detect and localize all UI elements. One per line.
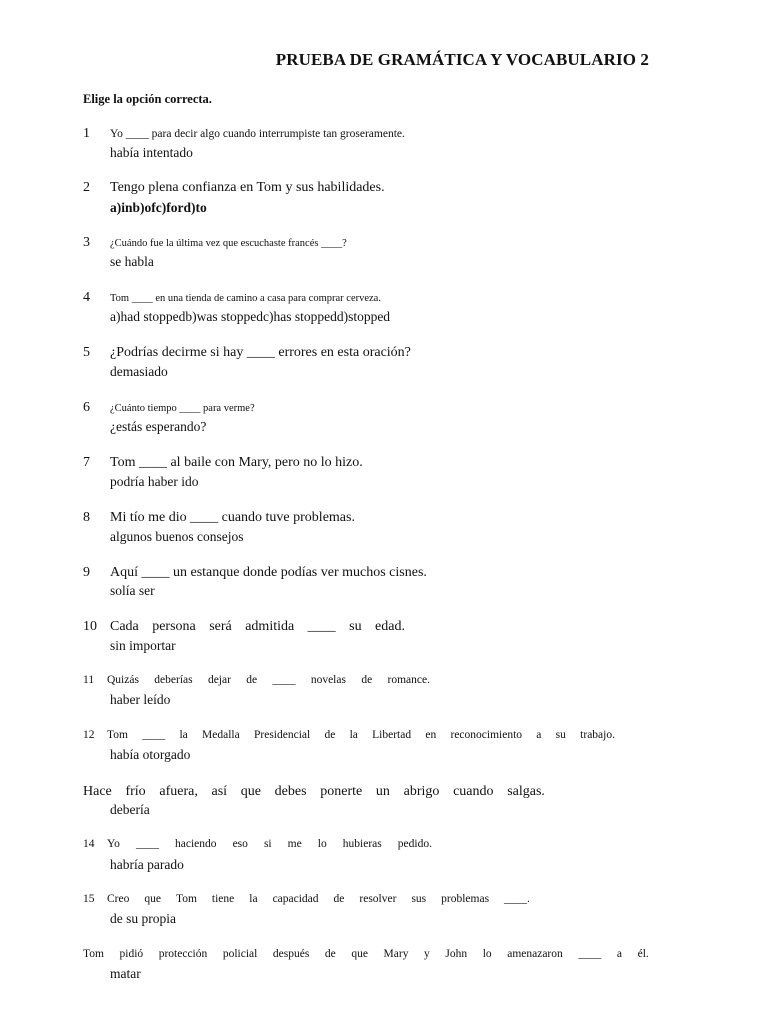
question-text: Tom ____ al baile con Mary, pero no lo hizo. — [110, 455, 363, 470]
answer-text: algunos buenos consejos — [110, 529, 244, 544]
instruction: Elige la opción correcta. — [83, 92, 212, 106]
answer-text: a)inb)ofc)ford)to — [110, 200, 207, 215]
question-number: 7 — [83, 455, 90, 470]
question-text: Aquí ____ un estanque donde podías ver muchos cisnes. — [110, 565, 427, 580]
question-text: Yo ____ para decir algo cuando interrumpiste tan groseramente. — [110, 128, 405, 140]
answer-text: ¿estás esperando? — [110, 419, 207, 434]
answer-text: debería — [110, 802, 150, 817]
answer-text: habría parado — [110, 857, 184, 872]
answer-text: demasiado — [110, 364, 168, 379]
question-number: 1 — [83, 126, 90, 141]
question-text: Cada persona será admitida ____ su edad. — [110, 619, 405, 634]
answer-text: sin importar — [110, 638, 176, 653]
question-number: 12 — [83, 729, 95, 741]
question-text: Tom ____ la Medalla Presidencial de la Libertad en reconocimiento a su trabajo. — [107, 729, 615, 741]
question-text: ¿Podrías decirme si hay ____ errores en esta oración? — [110, 345, 411, 360]
question-text: Hace frío afuera, así que debes ponerte un abrigo cuando salgas. — [83, 784, 545, 799]
question-text: Yo ____ haciendo eso si me lo hubieras pedido. — [107, 838, 432, 850]
question-text: Creo que Tom tiene la capacidad de resolver sus problemas ____. — [107, 893, 530, 905]
answer-text: de su propia — [110, 911, 176, 926]
answer-text: solía ser — [110, 583, 155, 598]
question-text: Mi tío me dio ____ cuando tuve problemas. — [110, 510, 355, 525]
question-text: Tom ____ en una tienda de camino a casa para comprar cerveza. — [110, 293, 381, 304]
answer-text: haber leído — [110, 692, 171, 707]
question-number: 11 — [83, 674, 95, 686]
question-number: 3 — [83, 235, 90, 250]
page-title: PRUEBA DE GRAMÁTICA Y VOCABULARIO 2 — [275, 50, 649, 69]
question-number: 9 — [83, 565, 90, 580]
question-number: 14 — [83, 838, 95, 850]
question-text: ¿Cuánto tiempo ____ para verme? — [110, 403, 255, 414]
question-number: 2 — [83, 180, 90, 195]
question-text: Tengo plena confianza en Tom y sus habilidades. — [110, 180, 385, 195]
question-text: Quizás deberías dejar de ____ novelas de romance. — [107, 674, 430, 686]
answer-text: podría haber ido — [110, 474, 199, 489]
answer-text: se habla — [110, 254, 154, 269]
question-number: 6 — [83, 400, 90, 415]
answer-text: a)had stoppedb)was stoppedc)has stoppedd)stopped — [110, 309, 391, 324]
answer-text: había intentado — [110, 145, 193, 160]
question-text: Tom pidió protección policial después de que Mary y John lo amenazaron ____ a él. — [83, 948, 649, 960]
question-number: 4 — [83, 290, 90, 305]
question-number: 15 — [83, 893, 95, 905]
question-number: 10 — [83, 619, 97, 634]
question-text: ¿Cuándo fue la última vez que escuchaste francés ____? — [110, 238, 347, 249]
question-number: 8 — [83, 510, 90, 525]
question-number: 5 — [83, 345, 90, 360]
answer-text: había otorgado — [110, 747, 191, 762]
answer-text: matar — [110, 966, 141, 981]
